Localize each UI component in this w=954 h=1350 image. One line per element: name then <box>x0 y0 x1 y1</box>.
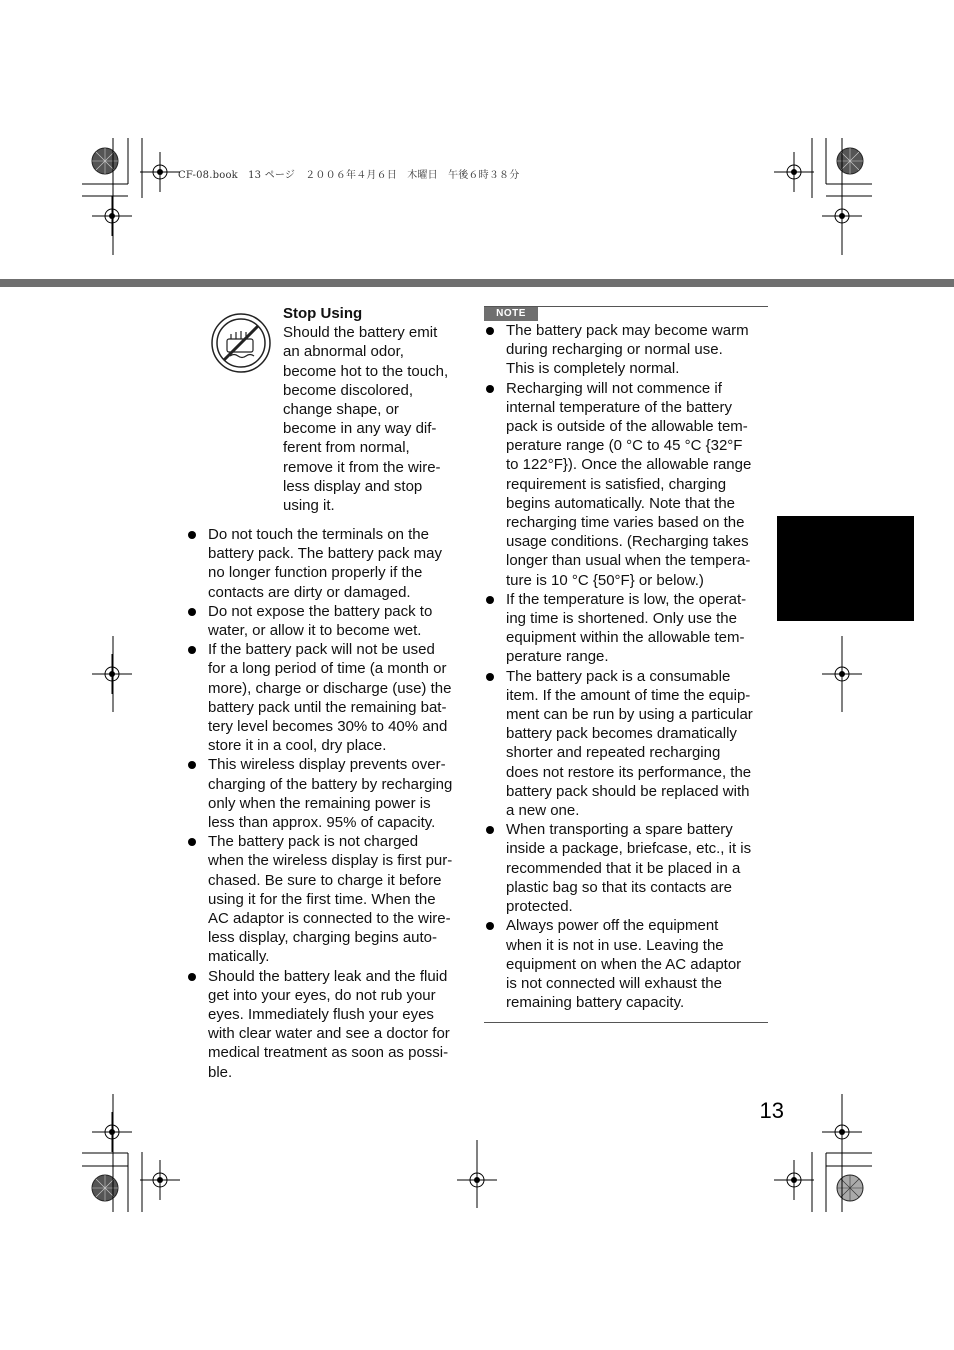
note-line: battery pack should be replaced with <box>506 782 750 800</box>
bullet-line: using it for the first time. When the <box>208 890 436 908</box>
note-line: requirement is satisfied, charging <box>506 475 727 493</box>
note-line: does not restore its performance, the <box>506 763 752 781</box>
note-line: battery pack becomes dramatically <box>506 725 737 743</box>
header-bar <box>0 279 954 287</box>
note-line: ing time is shortened. Only use the <box>506 610 737 628</box>
print-header: CF-08.book 13 ページ ２００６年４月６日 木曜日 午後６時３８分 <box>178 170 520 181</box>
bullet-line: battery pack. The battery pack may <box>208 545 443 563</box>
note-line: ture is 10 °C {50°F} or below.) <box>506 571 704 589</box>
note-line: If the temperature is low, the operat- <box>506 590 747 608</box>
stop-using-line: using it. <box>283 497 335 515</box>
stop-using-line: Should the battery emit <box>283 324 438 342</box>
bullet-line: tery level becomes 30% to 40% and <box>208 718 448 736</box>
note-line: equipment within the allowable tem- <box>506 629 745 647</box>
note-line: equipment on when the AC adaptor <box>506 955 742 973</box>
chapter-side-tab <box>777 516 914 621</box>
note-line: is not connected will exhaust the <box>506 974 722 992</box>
bullet-line: get into your eyes, do not rub your <box>208 986 436 1004</box>
note-line: The battery pack is a consumable <box>506 667 731 685</box>
bullet-line: medical treatment as soon as possi- <box>208 1044 449 1062</box>
stop-using-line: change shape, or <box>283 401 399 419</box>
note-line: shorter and repeated recharging <box>506 744 721 762</box>
note-label: NOTE <box>484 307 538 321</box>
bullet-line: charging of the battery by recharging <box>208 775 453 793</box>
bullet-line: This wireless display prevents over- <box>208 756 446 774</box>
note-bullet-list <box>484 321 770 1012</box>
note-item <box>484 820 770 916</box>
page-number: 13 <box>759 1098 784 1123</box>
bullet-item <box>186 755 470 832</box>
bullet-line: water, or allow it to become wet. <box>208 622 422 640</box>
note-item <box>484 379 770 590</box>
note-line: remaining battery capacity. <box>506 994 685 1012</box>
bullet-item <box>186 832 470 966</box>
bullet-line: only when the remaining power is <box>208 794 431 812</box>
stop-using-block <box>283 304 468 515</box>
note-line: usage conditions. (Recharging takes <box>506 533 749 551</box>
bullet-item <box>186 967 470 1082</box>
note-line: perature range. <box>506 648 609 666</box>
bullet-line: chased. Be sure to charge it before <box>208 871 442 889</box>
bullet-line: less than approx. 95% of capacity. <box>208 814 436 832</box>
bullet-line: when the wireless display is first pur- <box>208 852 453 870</box>
bullet-line: more), charge or discharge (use) the <box>208 679 452 697</box>
bullet-line: contacts are dirty or damaged. <box>208 583 411 601</box>
bullet-line: battery pack until the remaining bat- <box>208 698 447 716</box>
bullet-line: eyes. Immediately flush your eyes <box>208 1006 434 1024</box>
no-touch-prohibition-icon <box>210 312 272 374</box>
note-line: longer than usual when the tempera- <box>506 552 751 570</box>
bullet-item <box>186 640 470 755</box>
bullet-line: AC adaptor is connected to the wire- <box>208 910 451 928</box>
bullet-line: with clear water and see a doctor for <box>208 1025 450 1043</box>
note-line: ment can be run by using a particular <box>506 706 753 724</box>
stop-using-line: an abnormal odor, <box>283 343 404 361</box>
stop-using-line: remove it from the wire- <box>283 458 441 476</box>
bullet-line: no longer function properly if the <box>208 564 423 582</box>
note-line: plastic bag so that its contacts are <box>506 878 732 896</box>
stop-using-title: Stop Using <box>283 305 363 322</box>
note-line: protected. <box>506 898 573 916</box>
bullet-line: for a long period of time (a month or <box>208 660 447 678</box>
note-line: item. If the amount of time the equip- <box>506 686 751 704</box>
left-bullet-list <box>186 525 470 1082</box>
note-line: internal temperature of the battery <box>506 398 732 416</box>
bullet-line: If the battery pack will not be used <box>208 641 435 659</box>
stop-using-line: ferent from normal, <box>283 439 410 457</box>
bullet-line: less display, charging begins auto- <box>208 929 438 947</box>
note-line: pack is outside of the allowable tem- <box>506 418 748 436</box>
stop-using-line: less display and stop <box>283 477 423 495</box>
stop-using-line: become in any way dif- <box>283 420 437 438</box>
note-line: Always power off the equipment <box>506 917 719 935</box>
note-line: recommended that it be placed in a <box>506 859 741 877</box>
note-line: perature range (0 °C to 45 °C {32°F <box>506 437 743 455</box>
note-line: to 122°F}). Once the allowable range <box>506 456 752 474</box>
note-line: begins automatically. Note that the <box>506 494 736 512</box>
stop-using-line: become hot to the touch, <box>283 362 449 380</box>
bullet-line: matically. <box>208 948 270 966</box>
note-line: recharging time varies based on the <box>506 514 745 532</box>
note-line: Recharging will not commence if <box>506 379 722 397</box>
note-item <box>484 916 770 1012</box>
bullet-line: Do not touch the terminals on the <box>208 526 429 543</box>
bullet-item <box>186 602 470 640</box>
note-line: when it is not in use. Leaving the <box>506 936 724 954</box>
bullet-line: store it in a cool, dry place. <box>208 737 387 755</box>
note-line: inside a package, briefcase, etc., it is <box>506 840 752 858</box>
bullet-line: The battery pack is not charged <box>208 833 419 851</box>
note-item <box>484 321 770 379</box>
bullet-item <box>186 525 470 602</box>
stop-using-line: become discolored, <box>283 381 414 399</box>
note-line: during recharging or normal use. <box>506 341 723 359</box>
note-line: The battery pack may become warm <box>506 322 749 339</box>
bullet-line: ble. <box>208 1063 233 1081</box>
note-line: This is completely normal. <box>506 360 680 378</box>
note-line: When transporting a spare battery <box>506 821 733 839</box>
note-item <box>484 667 770 821</box>
note-item <box>484 590 770 667</box>
bullet-line: Do not expose the battery pack to <box>208 602 433 620</box>
bullet-line: Should the battery leak and the fluid <box>208 967 448 985</box>
note-bottom-rule <box>484 1022 768 1023</box>
note-line: a new one. <box>506 802 580 820</box>
